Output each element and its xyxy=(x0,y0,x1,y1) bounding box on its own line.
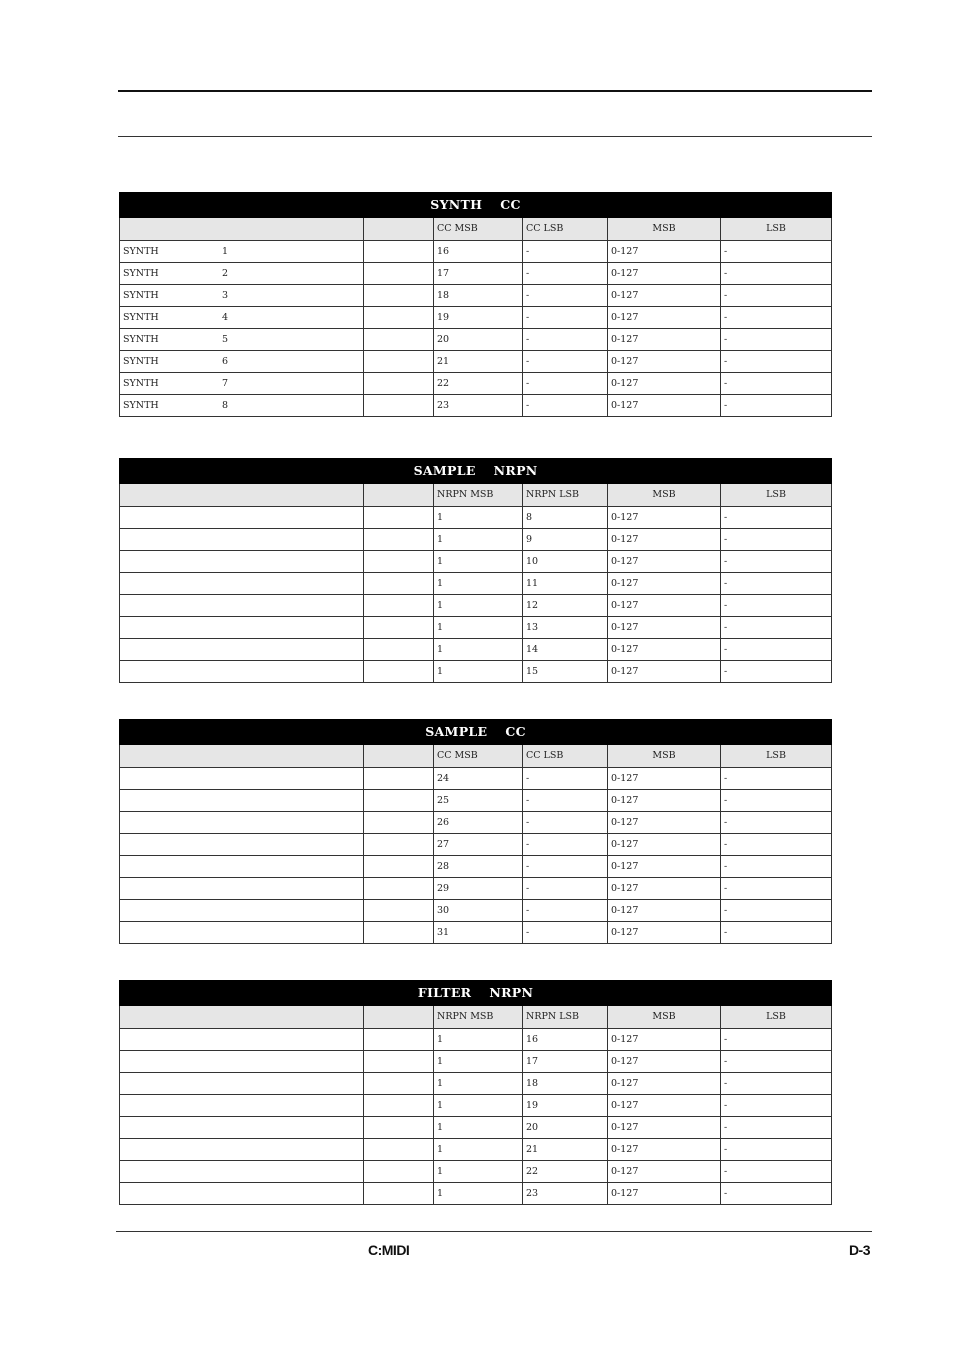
row-parameter-name: SYNTH xyxy=(123,290,159,301)
row-value-msb: 0-127 xyxy=(608,1073,721,1095)
row-value-lsb: - xyxy=(721,1073,832,1095)
row-msb: 1 xyxy=(434,661,523,683)
table-title-primary: FILTER xyxy=(417,985,472,1000)
row-value-lsb: - xyxy=(721,790,832,812)
row-value-lsb: - xyxy=(721,922,832,944)
row-value-msb: 0-127 xyxy=(608,856,721,878)
row-parameter-name: SYNTH xyxy=(123,356,159,367)
header-value-msb: MSB xyxy=(608,745,721,768)
table-row xyxy=(120,834,832,856)
row-value-msb: 0-127 xyxy=(608,373,721,395)
table-row xyxy=(120,900,832,922)
row-parameter xyxy=(120,595,364,617)
row-parameter xyxy=(120,856,364,878)
row-msb: 1 xyxy=(434,639,523,661)
row-blank xyxy=(364,661,434,683)
row-parameter-number: 5 xyxy=(222,334,229,345)
table-row xyxy=(120,307,832,329)
footer-section-title: C:MIDI xyxy=(368,1242,410,1258)
row-lsb: 11 xyxy=(523,573,608,595)
row-lsb: - xyxy=(523,373,608,395)
header-rule-bottom xyxy=(118,136,872,137)
row-value-lsb: - xyxy=(721,768,832,790)
row-parameter-number: 1 xyxy=(222,246,229,257)
row-lsb: - xyxy=(523,812,608,834)
row-parameter xyxy=(120,395,364,417)
row-blank xyxy=(364,1051,434,1073)
row-lsb: - xyxy=(523,351,608,373)
row-blank xyxy=(364,307,434,329)
row-parameter xyxy=(120,1073,364,1095)
row-blank xyxy=(364,768,434,790)
table-row xyxy=(120,1029,832,1051)
page-number: D-3 xyxy=(848,1242,870,1258)
row-parameter xyxy=(120,900,364,922)
row-msb: 23 xyxy=(434,395,523,417)
table-row xyxy=(120,329,832,351)
table-row xyxy=(120,1139,832,1161)
row-value-lsb: - xyxy=(721,834,832,856)
row-value-lsb: - xyxy=(721,1095,832,1117)
row-lsb: - xyxy=(523,790,608,812)
row-msb: 1 xyxy=(434,551,523,573)
row-lsb: 20 xyxy=(523,1117,608,1139)
row-blank xyxy=(364,395,434,417)
row-value-lsb: - xyxy=(721,529,832,551)
row-value-msb: 0-127 xyxy=(608,878,721,900)
row-msb: 26 xyxy=(434,812,523,834)
row-lsb: - xyxy=(523,263,608,285)
table-row xyxy=(120,1183,832,1205)
row-parameter xyxy=(120,373,364,395)
table-row xyxy=(120,529,832,551)
header-lsb: CC LSB xyxy=(523,218,608,241)
row-value-lsb: - xyxy=(721,241,832,263)
row-value-lsb: - xyxy=(721,551,832,573)
row-parameter-number: 7 xyxy=(222,378,229,389)
row-blank xyxy=(364,285,434,307)
row-value-msb: 0-127 xyxy=(608,1051,721,1073)
row-parameter-name: SYNTH xyxy=(123,378,159,389)
row-parameter xyxy=(120,1117,364,1139)
row-value-msb: 0-127 xyxy=(608,329,721,351)
row-value-msb: 0-127 xyxy=(608,307,721,329)
row-lsb: 19 xyxy=(523,1095,608,1117)
table-title-secondary: CC xyxy=(505,724,526,739)
row-msb: 1 xyxy=(434,1073,523,1095)
row-lsb: - xyxy=(523,329,608,351)
row-lsb: 17 xyxy=(523,1051,608,1073)
header-msb: NRPN MSB xyxy=(434,484,523,507)
row-value-msb: 0-127 xyxy=(608,834,721,856)
row-blank xyxy=(364,900,434,922)
header-lsb: NRPN LSB xyxy=(523,484,608,507)
row-parameter-name: SYNTH xyxy=(123,246,159,257)
row-msb: 1 xyxy=(434,1117,523,1139)
row-msb: 1 xyxy=(434,595,523,617)
header-lsb: CC LSB xyxy=(523,745,608,768)
row-parameter-number: 3 xyxy=(222,290,229,301)
table-row xyxy=(120,1095,832,1117)
table-row xyxy=(120,1161,832,1183)
row-parameter xyxy=(120,812,364,834)
row-blank xyxy=(364,790,434,812)
header-value-msb: MSB xyxy=(608,1006,721,1029)
row-msb: 1 xyxy=(434,1029,523,1051)
row-lsb: 16 xyxy=(523,1029,608,1051)
row-value-lsb: - xyxy=(721,573,832,595)
row-blank xyxy=(364,573,434,595)
row-msb: 1 xyxy=(434,529,523,551)
row-lsb: 10 xyxy=(523,551,608,573)
row-value-msb: 0-127 xyxy=(608,1029,721,1051)
header-value-msb: MSB xyxy=(608,218,721,241)
header-parameter xyxy=(120,218,364,241)
row-value-msb: 0-127 xyxy=(608,551,721,573)
row-value-msb: 0-127 xyxy=(608,263,721,285)
row-msb: 1 xyxy=(434,573,523,595)
row-lsb: 23 xyxy=(523,1183,608,1205)
table-row xyxy=(120,573,832,595)
row-blank xyxy=(364,329,434,351)
table-row xyxy=(120,595,832,617)
header-blank xyxy=(364,745,434,768)
row-parameter xyxy=(120,507,364,529)
table-row xyxy=(120,639,832,661)
row-value-lsb: - xyxy=(721,595,832,617)
row-blank xyxy=(364,551,434,573)
row-parameter-number: 8 xyxy=(222,400,229,411)
table-title xyxy=(120,981,832,1006)
row-value-msb: 0-127 xyxy=(608,351,721,373)
row-parameter xyxy=(120,834,364,856)
header-value-lsb: LSB xyxy=(721,484,832,507)
row-parameter xyxy=(120,307,364,329)
header-parameter xyxy=(120,484,364,507)
table-title-primary: SAMPLE xyxy=(425,724,488,739)
row-msb: 16 xyxy=(434,241,523,263)
table-title-primary: SYNTH xyxy=(430,197,483,212)
row-lsb: 8 xyxy=(523,507,608,529)
row-value-lsb: - xyxy=(721,1139,832,1161)
header-blank xyxy=(364,1006,434,1029)
row-blank xyxy=(364,834,434,856)
row-value-lsb: - xyxy=(721,263,832,285)
row-value-msb: 0-127 xyxy=(608,1183,721,1205)
header-parameter xyxy=(120,1006,364,1029)
row-msb: 1 xyxy=(434,1051,523,1073)
table-row xyxy=(120,285,832,307)
sample-cc-table xyxy=(119,719,832,944)
row-value-msb: 0-127 xyxy=(608,661,721,683)
row-lsb: - xyxy=(523,922,608,944)
row-value-lsb: - xyxy=(721,661,832,683)
row-parameter xyxy=(120,768,364,790)
row-lsb: - xyxy=(523,395,608,417)
row-parameter xyxy=(120,285,364,307)
row-parameter xyxy=(120,1095,364,1117)
row-blank xyxy=(364,617,434,639)
filter-nrpn-table xyxy=(119,980,832,1205)
row-value-msb: 0-127 xyxy=(608,241,721,263)
row-blank xyxy=(364,373,434,395)
table-row xyxy=(120,1073,832,1095)
row-value-lsb: - xyxy=(721,1117,832,1139)
row-value-lsb: - xyxy=(721,395,832,417)
row-lsb: - xyxy=(523,900,608,922)
row-value-lsb: - xyxy=(721,285,832,307)
header-value-lsb: LSB xyxy=(721,1006,832,1029)
row-parameter-name: SYNTH xyxy=(123,268,159,279)
row-lsb: - xyxy=(523,285,608,307)
header-rule-top xyxy=(118,90,872,92)
row-lsb: 18 xyxy=(523,1073,608,1095)
row-blank xyxy=(364,1183,434,1205)
row-parameter xyxy=(120,351,364,373)
row-blank xyxy=(364,639,434,661)
row-parameter xyxy=(120,661,364,683)
row-lsb: 22 xyxy=(523,1161,608,1183)
row-parameter-name: SYNTH xyxy=(123,312,159,323)
row-parameter xyxy=(120,922,364,944)
header-value-msb: MSB xyxy=(608,484,721,507)
row-lsb: 21 xyxy=(523,1139,608,1161)
row-value-msb: 0-127 xyxy=(608,395,721,417)
row-value-lsb: - xyxy=(721,617,832,639)
row-parameter xyxy=(120,551,364,573)
row-value-lsb: - xyxy=(721,878,832,900)
row-parameter xyxy=(120,241,364,263)
row-blank xyxy=(364,1029,434,1051)
row-lsb: 9 xyxy=(523,529,608,551)
row-parameter xyxy=(120,529,364,551)
row-value-msb: 0-127 xyxy=(608,573,721,595)
table-header-row xyxy=(120,218,832,241)
row-value-lsb: - xyxy=(721,373,832,395)
table-title xyxy=(120,193,832,218)
table-title-row xyxy=(120,981,832,1006)
row-parameter-name: SYNTH xyxy=(123,400,159,411)
table-row xyxy=(120,263,832,285)
row-msb: 31 xyxy=(434,922,523,944)
table-title-row xyxy=(120,193,832,218)
header-blank xyxy=(364,484,434,507)
sample-nrpn-table xyxy=(119,458,832,683)
table-row xyxy=(120,856,832,878)
row-msb: 24 xyxy=(434,768,523,790)
row-msb: 1 xyxy=(434,1183,523,1205)
row-value-msb: 0-127 xyxy=(608,790,721,812)
row-msb: 20 xyxy=(434,329,523,351)
row-blank xyxy=(364,1073,434,1095)
row-lsb: 13 xyxy=(523,617,608,639)
table-header-row xyxy=(120,484,832,507)
row-msb: 28 xyxy=(434,856,523,878)
row-msb: 17 xyxy=(434,263,523,285)
table-row xyxy=(120,1051,832,1073)
row-value-lsb: - xyxy=(721,1029,832,1051)
row-value-lsb: - xyxy=(721,1183,832,1205)
row-lsb: - xyxy=(523,768,608,790)
table-row xyxy=(120,922,832,944)
header-blank xyxy=(364,218,434,241)
row-value-msb: 0-127 xyxy=(608,639,721,661)
row-blank xyxy=(364,529,434,551)
header-msb: CC MSB xyxy=(434,745,523,768)
row-lsb: - xyxy=(523,834,608,856)
row-value-lsb: - xyxy=(721,639,832,661)
row-value-lsb: - xyxy=(721,812,832,834)
row-value-lsb: - xyxy=(721,351,832,373)
row-parameter xyxy=(120,1051,364,1073)
row-blank xyxy=(364,507,434,529)
row-parameter xyxy=(120,1029,364,1051)
row-blank xyxy=(364,1095,434,1117)
row-parameter xyxy=(120,1161,364,1183)
row-parameter xyxy=(120,263,364,285)
table-title-row xyxy=(120,459,832,484)
row-lsb: - xyxy=(523,856,608,878)
row-msb: 18 xyxy=(434,285,523,307)
row-value-msb: 0-127 xyxy=(608,1139,721,1161)
synth-cc-table xyxy=(119,192,832,417)
row-lsb: - xyxy=(523,307,608,329)
row-parameter xyxy=(120,639,364,661)
row-msb: 22 xyxy=(434,373,523,395)
row-value-msb: 0-127 xyxy=(608,922,721,944)
row-blank xyxy=(364,1117,434,1139)
row-parameter xyxy=(120,790,364,812)
row-lsb: 12 xyxy=(523,595,608,617)
row-blank xyxy=(364,1161,434,1183)
row-value-msb: 0-127 xyxy=(608,768,721,790)
row-parameter-number: 6 xyxy=(222,356,229,367)
row-parameter xyxy=(120,573,364,595)
row-msb: 1 xyxy=(434,1095,523,1117)
row-parameter xyxy=(120,329,364,351)
row-value-msb: 0-127 xyxy=(608,529,721,551)
table-row xyxy=(120,241,832,263)
table-title-secondary: NRPN xyxy=(493,463,538,478)
row-blank xyxy=(364,351,434,373)
row-value-lsb: - xyxy=(721,856,832,878)
header-parameter xyxy=(120,745,364,768)
row-value-lsb: - xyxy=(721,307,832,329)
header-value-lsb: LSB xyxy=(721,218,832,241)
table-row xyxy=(120,395,832,417)
row-msb: 30 xyxy=(434,900,523,922)
row-lsb: 14 xyxy=(523,639,608,661)
row-value-msb: 0-127 xyxy=(608,1095,721,1117)
row-value-lsb: - xyxy=(721,900,832,922)
row-value-msb: 0-127 xyxy=(608,617,721,639)
table-header-row xyxy=(120,745,832,768)
row-blank xyxy=(364,241,434,263)
row-msb: 29 xyxy=(434,878,523,900)
row-lsb: - xyxy=(523,241,608,263)
row-blank xyxy=(364,878,434,900)
table-title-secondary: CC xyxy=(500,197,521,212)
header-msb: NRPN MSB xyxy=(434,1006,523,1029)
row-lsb: - xyxy=(523,878,608,900)
row-value-msb: 0-127 xyxy=(608,1161,721,1183)
row-parameter xyxy=(120,617,364,639)
table-row xyxy=(120,551,832,573)
row-msb: 25 xyxy=(434,790,523,812)
table-title-primary: SAMPLE xyxy=(413,463,476,478)
row-blank xyxy=(364,263,434,285)
row-lsb: 15 xyxy=(523,661,608,683)
header-lsb: NRPN LSB xyxy=(523,1006,608,1029)
row-msb: 1 xyxy=(434,1161,523,1183)
table-title xyxy=(120,459,832,484)
row-value-msb: 0-127 xyxy=(608,285,721,307)
table-row xyxy=(120,507,832,529)
table-row xyxy=(120,790,832,812)
row-value-lsb: - xyxy=(721,329,832,351)
row-value-msb: 0-127 xyxy=(608,595,721,617)
row-blank xyxy=(364,922,434,944)
row-value-lsb: - xyxy=(721,1161,832,1183)
footer-rule xyxy=(116,1231,872,1232)
row-msb: 19 xyxy=(434,307,523,329)
row-value-msb: 0-127 xyxy=(608,812,721,834)
table-row xyxy=(120,373,832,395)
row-msb: 1 xyxy=(434,1139,523,1161)
row-parameter xyxy=(120,1183,364,1205)
table-row xyxy=(120,351,832,373)
header-value-lsb: LSB xyxy=(721,745,832,768)
row-msb: 1 xyxy=(434,617,523,639)
row-parameter xyxy=(120,878,364,900)
row-blank xyxy=(364,812,434,834)
table-title-row xyxy=(120,720,832,745)
table-row xyxy=(120,768,832,790)
table-header-row xyxy=(120,1006,832,1029)
row-value-lsb: - xyxy=(721,507,832,529)
table-row xyxy=(120,878,832,900)
row-blank xyxy=(364,595,434,617)
row-blank xyxy=(364,1139,434,1161)
row-value-msb: 0-127 xyxy=(608,1117,721,1139)
table-row xyxy=(120,617,832,639)
row-parameter-number: 2 xyxy=(222,268,229,279)
row-value-msb: 0-127 xyxy=(608,507,721,529)
header-msb: CC MSB xyxy=(434,218,523,241)
table-title-secondary: NRPN xyxy=(489,985,534,1000)
table-row xyxy=(120,661,832,683)
row-parameter xyxy=(120,1139,364,1161)
row-msb: 27 xyxy=(434,834,523,856)
row-blank xyxy=(364,856,434,878)
row-value-lsb: - xyxy=(721,1051,832,1073)
row-parameter-name: SYNTH xyxy=(123,334,159,345)
table-title xyxy=(120,720,832,745)
row-parameter-number: 4 xyxy=(222,312,229,323)
row-msb: 1 xyxy=(434,507,523,529)
table-row xyxy=(120,812,832,834)
table-row xyxy=(120,1117,832,1139)
row-msb: 21 xyxy=(434,351,523,373)
row-value-msb: 0-127 xyxy=(608,900,721,922)
